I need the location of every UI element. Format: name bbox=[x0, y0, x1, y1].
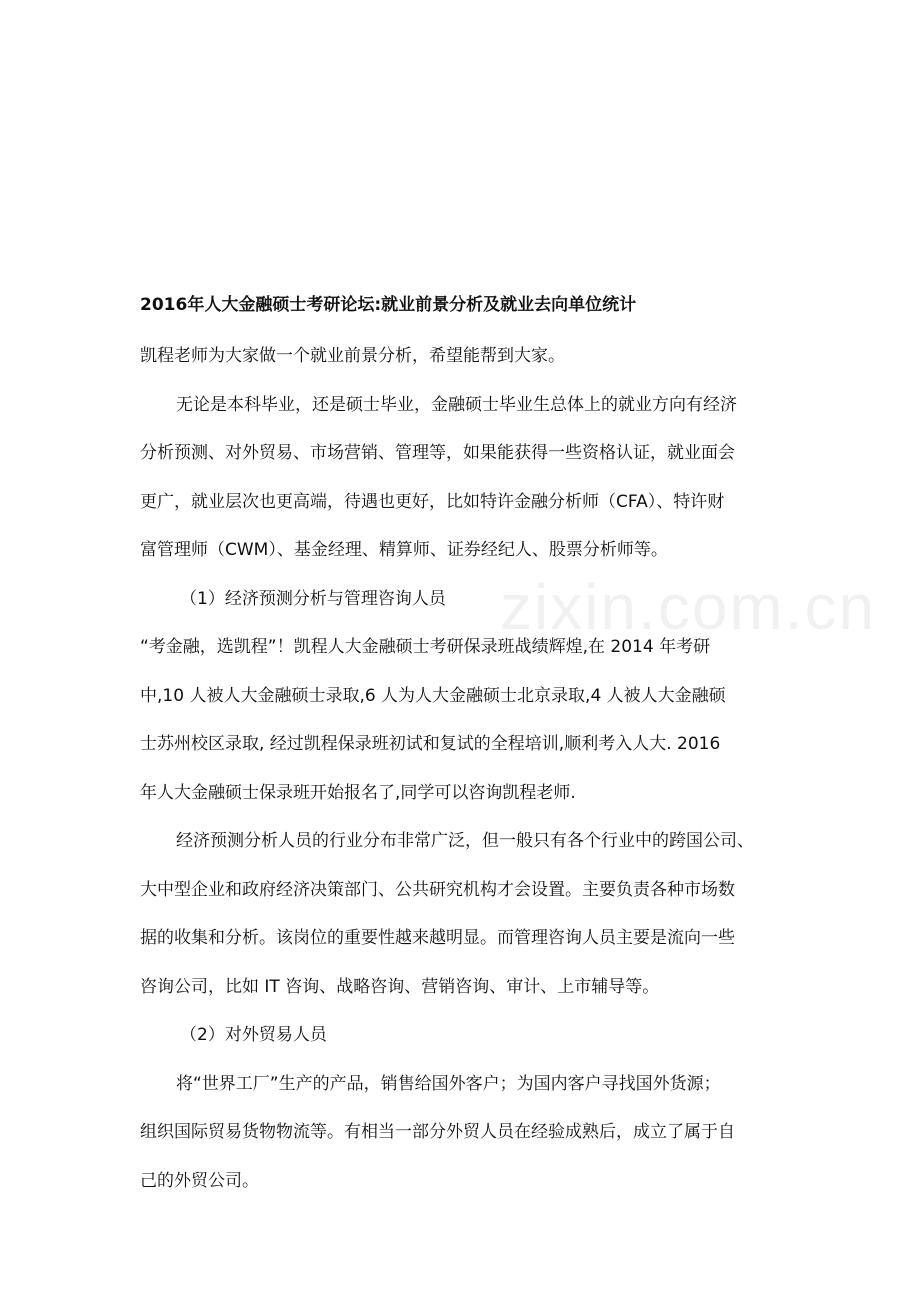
document-body bbox=[140, 290, 790, 1205]
watermark: zixin.com.cn bbox=[500, 571, 877, 643]
document-title: 2016年人大金融硕士考研论坛:就业前景分析及就业去向单位统计 bbox=[140, 295, 637, 315]
paragraph-line: 富管理师（CWM）、基金经理、精算师、证券经纪人、股票分析师等。 bbox=[140, 540, 668, 560]
paragraph-line: 组织国际贸易货物物流等。有相当一部分外贸人员在经验成熟后，成立了属于自 bbox=[140, 1122, 735, 1142]
paragraph-line: “考金融，选凯程”！凯程人大金融硕士考研保录班战绩辉煌,在 2014 年考研 bbox=[140, 637, 711, 657]
paragraph-line: 凯程老师为大家做一个就业前景分析，希望能帮到大家。 bbox=[140, 346, 565, 366]
paragraph-line: 大中型企业和政府经济决策部门、公共研究机构才会设置。主要负责各种市场数 bbox=[140, 879, 735, 900]
section-heading: （1）经济预测分析与管理咨询人员 bbox=[180, 588, 446, 609]
paragraph-line: 据的收集和分析。该岗位的重要性越来越明显。而管理咨询人员主要是流向一些 bbox=[140, 928, 735, 948]
paragraph-line: 分析预测、对外贸易、市场营销、管理等，如果能获得一些资格认证，就业面会 bbox=[140, 443, 735, 463]
paragraph-line: 己的外贸公司。 bbox=[140, 1170, 259, 1191]
paragraph-line: 无论是本科毕业，还是硕士毕业，金融硕士毕业生总体上的就业方向有经济 bbox=[176, 394, 737, 415]
paragraph-line: 年人大金融硕士保录班开始报名了,同学可以咨询凯程老师. bbox=[140, 782, 576, 803]
paragraph-line: 更广，就业层次也更高端，待遇也更好，比如特许金融分析师（CFA）、特许财 bbox=[140, 491, 725, 512]
paragraph-line: 士苏州校区录取, 经过凯程保录班初试和复试的全程培训,顺利考入人大. 2016 bbox=[140, 734, 721, 754]
paragraph-line: 中,10 人被人大金融硕士录取,6 人为人大金融硕士北京录取,4 人被人大金融硕 bbox=[140, 685, 726, 706]
section-heading: （2）对外贸易人员 bbox=[180, 1025, 327, 1045]
paragraph-line: 将“世界工厂”生产的产品，销售给国外客户；为国内客户寻找国外货源； bbox=[176, 1073, 721, 1094]
paragraph-line: 经济预测分析人员的行业分布非常广泛，但一般只有各个行业中的跨国公司、 bbox=[176, 831, 754, 851]
paragraph-line: 咨询公司，比如 IT 咨询、战略咨询、营销咨询、审计、上市辅导等。 bbox=[140, 976, 660, 997]
